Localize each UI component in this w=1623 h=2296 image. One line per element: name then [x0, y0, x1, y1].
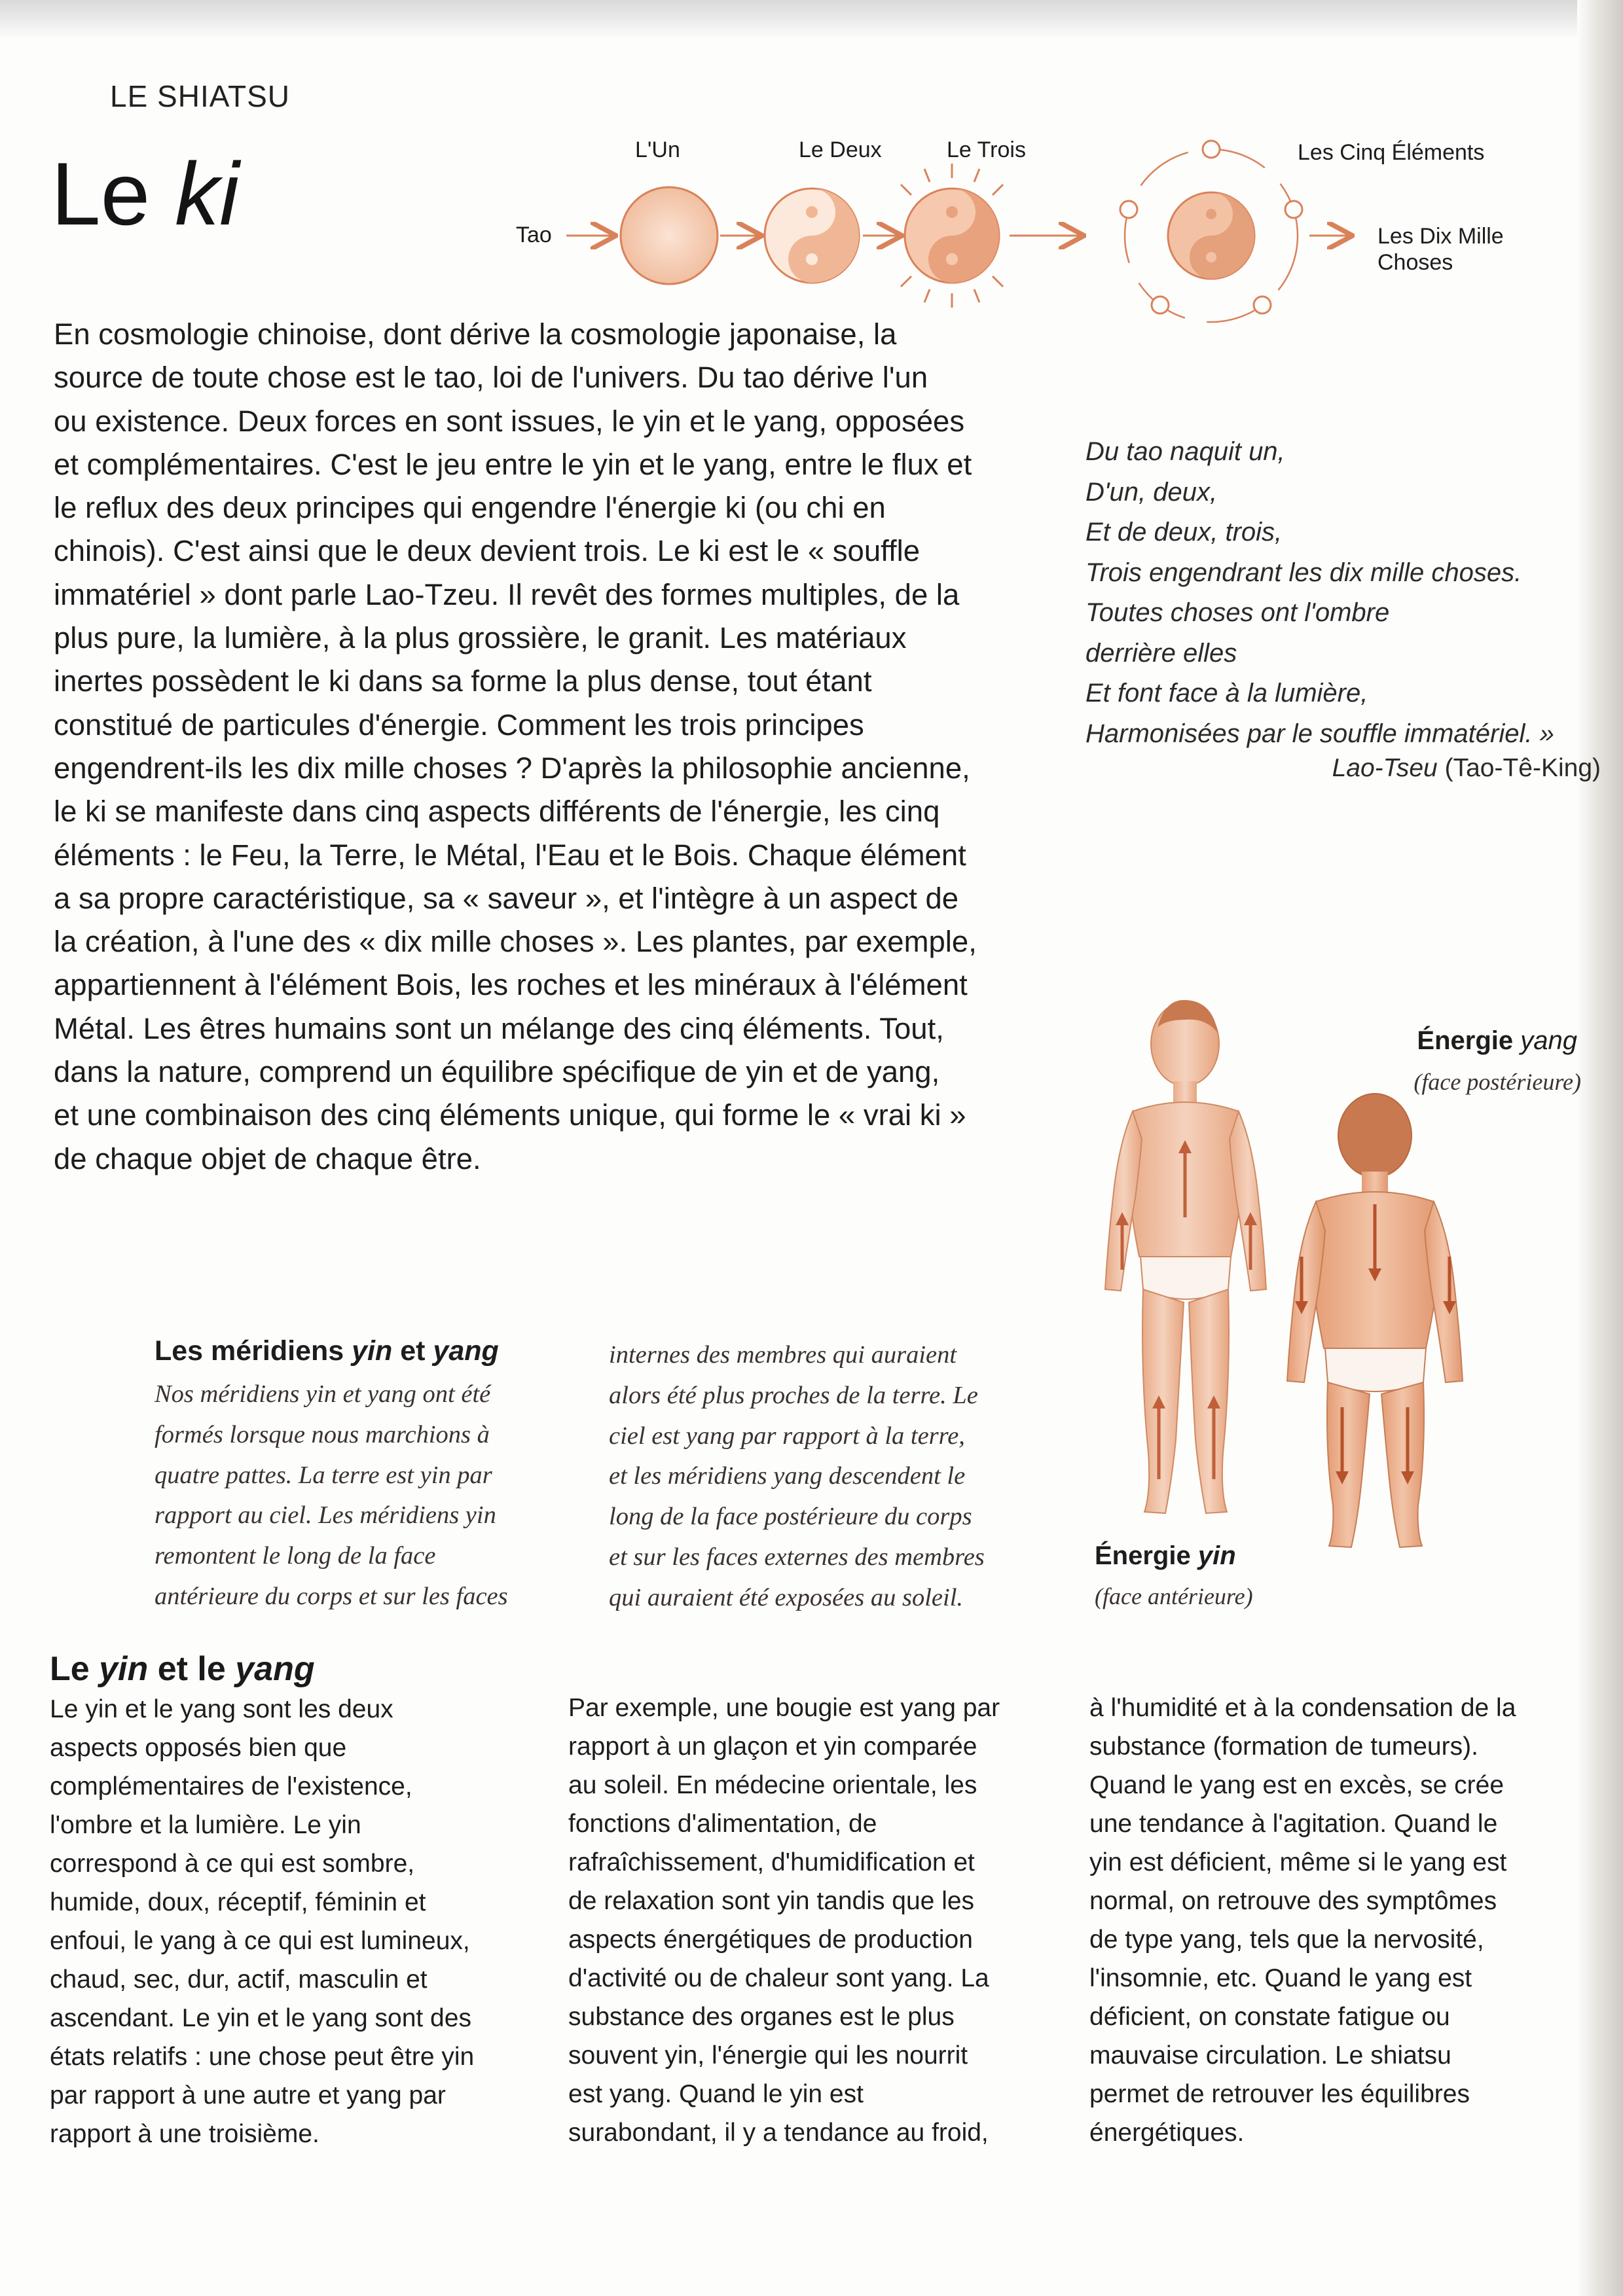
col-line: complémentaires de l'existence,: [50, 1772, 412, 1801]
poem-line: Et de deux, trois,: [1085, 518, 1283, 547]
poem-quote: [1085, 432, 1583, 754]
col-line: aspects énergétiques de production: [568, 1926, 973, 1954]
yin-label-text: Énergie: [1095, 1541, 1198, 1570]
col-line: rapport à une troisième.: [50, 2120, 319, 2148]
section-header: LE SHIATSU: [110, 79, 290, 113]
intro-line: éléments : le Feu, la Terre, le Métal, l'Eau et le Bois. Chaque élément: [54, 838, 966, 872]
yang-energy-sub: (face postérieure): [1413, 1069, 1581, 1095]
poem-line: Du tao naquit un,: [1085, 437, 1285, 466]
section2-col2: [568, 1689, 1079, 2152]
col-line: Par exemple, une bougie est yang par: [568, 1694, 1000, 1722]
intro-line: immatériel » dont parle Lao-Tzeu. Il revêt des formes multiples, de la: [54, 577, 960, 611]
yin-yang-trois: [881, 164, 1024, 308]
col-line: Quand le yang est en excès, se crée: [1089, 1771, 1504, 1799]
col-line: à l'humidité et à la condensation de la: [1089, 1694, 1516, 1722]
col-line: Le yin et le yang sont les deux: [50, 1695, 393, 1723]
col-line: mauvaise circulation. Le shiatsu: [1089, 2041, 1451, 2070]
intro-line: et une combinaison des cinq éléments unique, qui forme le « vrai ki »: [54, 1098, 966, 1132]
box-line: alors été plus proches de la terre. Le: [609, 1381, 978, 1409]
section2-col1: [50, 1690, 560, 2153]
label-deux: Le Deux: [799, 137, 882, 162]
box-line: formés lorsque nous marchions à: [155, 1420, 490, 1448]
poem-line: Et font face à la lumière,: [1085, 679, 1368, 708]
intro-line: et complémentaires. C'est le jeu entre le yin et le yang, entre le flux et: [54, 447, 972, 481]
col-line: ascendant. Le yin et le yang sont des: [50, 2004, 471, 2032]
poem-line: D'un, deux,: [1085, 477, 1218, 507]
poem-line: Harmonisées par le souffle immatériel. »: [1085, 719, 1554, 748]
section2-heading-a: Le: [50, 1650, 100, 1688]
col-line: états relatifs : une chose peut être yin: [50, 2043, 475, 2071]
yang-label-word: yang: [1520, 1026, 1577, 1055]
intro-line: source de toute chose est le tao, loi de l'univers. Du tao dérive l'un: [54, 361, 928, 395]
label-trois: Le Trois: [947, 137, 1026, 162]
col-line: enfoui, le yang à ce qui est lumineux,: [50, 1927, 470, 1955]
meridians-heading-b: et: [392, 1335, 433, 1367]
box-line: remontent le long de la face: [155, 1542, 436, 1570]
col-line: substance (formation de tumeurs).: [1089, 1732, 1478, 1761]
yin-yang-section-heading: [50, 1649, 315, 1689]
col-line: l'ombre et la lumière. Le yin: [50, 1811, 361, 1839]
intro-line: le ki se manifeste dans cinq aspects différents de l'énergie, les cinq: [54, 795, 940, 829]
section2-col3: [1089, 1689, 1587, 2152]
intro-line: dans la nature, comprend un équilibre spécifique de yin et de yang,: [54, 1055, 940, 1089]
intro-line: a sa propre caractéristique, sa « saveur », et l'intègre à un aspect de: [54, 881, 959, 915]
col-line: permet de retrouver les équilibres: [1089, 2080, 1470, 2108]
intro-line: plus pure, la lumière, à la plus grossière, le granit. Les matériaux: [54, 621, 907, 655]
circle-un: [621, 187, 718, 284]
box-line: long de la face postérieure du corps: [609, 1503, 972, 1531]
col-line: une tendance à l'agitation. Quand le: [1089, 1810, 1498, 1838]
poem-line: Trois engendrant les dix mille choses.: [1085, 558, 1522, 587]
box-line: Nos méridiens yin et yang ont été: [155, 1380, 491, 1408]
label-cinq: Les Cinq Éléments: [1298, 140, 1485, 165]
meridians-heading-a: Les méridiens: [155, 1335, 352, 1367]
intro-line: inertes possèdent le ki dans sa forme la plus dense, tout étant: [54, 664, 872, 698]
col-line: énergétiques.: [1089, 2119, 1245, 2147]
col-line: d'activité ou de chaleur sont yang. La: [568, 1964, 989, 1992]
yin-yang-deux: [765, 188, 859, 283]
yin-energy-label: [1095, 1541, 1236, 1571]
col-line: rafraîchissement, d'humidification et: [568, 1848, 975, 1876]
col-line: fonctions d'alimentation, de: [568, 1810, 877, 1838]
col-line: de relaxation sont yin tandis que les: [568, 1887, 975, 1915]
col-line: au soleil. En médecine orientale, les: [568, 1771, 977, 1799]
yang-energy-label: [1417, 1026, 1577, 1056]
meridians-box-heading: [155, 1335, 499, 1367]
col-line: correspond à ce qui est sombre,: [50, 1850, 415, 1878]
col-line: surabondant, il y a tendance au froid,: [568, 2119, 989, 2147]
col-line: est yang. Quand le yin est: [568, 2080, 864, 2108]
col-line: par rapport à une autre et yang par: [50, 2081, 446, 2109]
box-line: antérieure du corps et sur les faces: [155, 1582, 508, 1610]
yin-energy-sub: (face antérieure): [1095, 1583, 1253, 1609]
col-line: déficient, on constate fatigue ou: [1089, 2003, 1450, 2031]
col-line: chaud, sec, dur, actif, masculin et: [50, 1965, 428, 1994]
box-line: quatre pattes. La terre est yin par: [155, 1461, 492, 1489]
col-line: yin est déficient, même si le yang est: [1089, 1848, 1507, 1876]
scan-top-shade: [0, 0, 1623, 39]
yin-label-word: yin: [1197, 1541, 1236, 1570]
col-line: de type yang, tels que la nervosité,: [1089, 1926, 1484, 1954]
poem-line: derrière elles: [1085, 638, 1237, 668]
col-line: aspects opposés bien que: [50, 1734, 347, 1762]
col-line: rapport à un glaçon et yin comparée: [568, 1732, 977, 1761]
intro-line: chinois). C'est ainsi que le deux devient trois. Le ki est le « souffle: [54, 534, 921, 568]
section2-heading-b: et le: [148, 1650, 236, 1688]
col-line: l'insomnie, etc. Quand le yang est: [1089, 1964, 1472, 1992]
front-figure: [1105, 1000, 1266, 1513]
intro-paragraph: [54, 313, 1023, 1181]
poem-line: Toutes choses ont l'ombre: [1085, 598, 1390, 627]
intro-line: Métal. Les êtres humains sont un mélange des cinq éléments. Tout,: [54, 1011, 944, 1045]
col-line: souvent yin, l'énergie qui les nourrit: [568, 2041, 968, 2070]
yin-yang-cinq: [1120, 141, 1302, 322]
back-figure: [1287, 1094, 1463, 1547]
meridians-box-col2: [609, 1335, 1054, 1619]
poem-author: Lao-Tseu: [1332, 754, 1438, 782]
intro-line: la création, à l'une des « dix mille choses ». Les plantes, par exemple,: [54, 925, 977, 959]
intro-line: appartiennent à l'élément Bois, les roches et les minéraux à l'élément: [54, 968, 968, 1002]
intro-line: constitué de particules d'énergie. Comment les trois principes: [54, 708, 864, 742]
yang-label-text: Énergie: [1417, 1026, 1521, 1055]
intro-line: de chaque objet de chaque être.: [54, 1141, 481, 1175]
title-word: ki: [175, 144, 240, 243]
box-line: qui auraient été exposées au soleil.: [609, 1583, 964, 1611]
poem-work: (Tao-Tê-King): [1444, 754, 1601, 782]
title-prefix: Le: [51, 144, 175, 243]
page-title: [51, 143, 239, 245]
section2-heading-yang: yang: [235, 1650, 315, 1688]
box-line: rapport au ciel. Les méridiens yin: [155, 1501, 496, 1530]
label-dix-line2: Choses: [1377, 250, 1453, 275]
meridians-heading-yin: yin: [352, 1335, 393, 1367]
poem-attribution: [1332, 754, 1601, 783]
intro-line: le reflux des deux principes qui engendre l'énergie ki (ou chi en: [54, 491, 886, 525]
label-dix-line1: Les Dix Mille: [1377, 224, 1504, 249]
intro-line: En cosmologie chinoise, dont dérive la cosmologie japonaise, la: [54, 317, 897, 351]
box-line: internes des membres qui auraient: [609, 1341, 957, 1369]
label-un: L'Un: [635, 137, 680, 162]
box-line: et les méridiens yang descendent le: [609, 1462, 966, 1490]
section2-heading-yin: yin: [99, 1650, 149, 1688]
intro-line: ou existence. Deux forces en sont issues, le yin et le yang, opposées: [54, 404, 965, 438]
box-line: ciel est yang par rapport à la terre,: [609, 1422, 965, 1450]
col-line: normal, on retrouve des symptômes: [1089, 1887, 1497, 1915]
col-line: substance des organes est le plus: [568, 2003, 955, 2031]
label-tao: Tao: [516, 223, 552, 247]
col-line: humide, doux, réceptif, féminin et: [50, 1888, 426, 1916]
meridians-box-col1: [155, 1374, 560, 1617]
intro-line: engendrent-ils les dix mille choses ? D'après la philosophie ancienne,: [54, 751, 970, 785]
box-line: et sur les faces externes des membres: [609, 1543, 985, 1571]
meridians-heading-yang: yang: [433, 1335, 499, 1367]
